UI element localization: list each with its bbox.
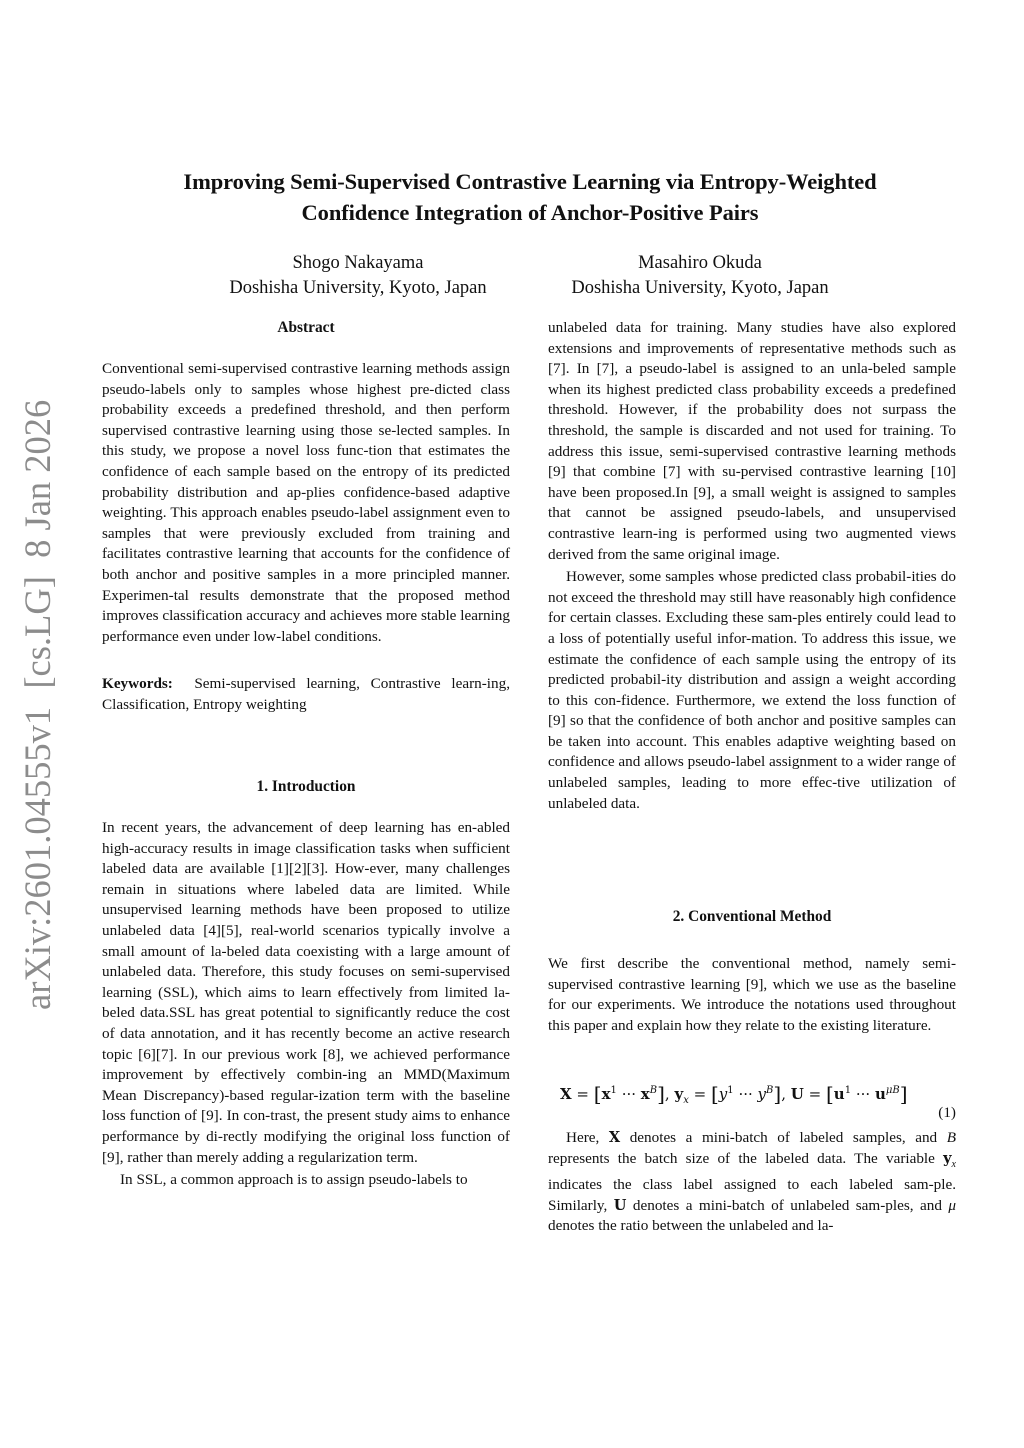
conventional-paragraph-1: We first describe the conventional method, namely semi-supervised contrastive learning [9], which we use as the baseline for our experiments. We introduce the notations used throughout this paper and explain how they relate to the existing literature. [548, 955, 956, 1034]
introduction-paragraph-2-cont: unlabeled data for training. Many studies have also explored extensions and improvements of representative methods such as [7]. In [7], a pseudo-label is assigned to an unla-beled sample when its highest predicted class probability exceeds a predefined threshold. However, if the probability does not surpass the threshold, the sample is discarded and not used for training. To address this issue, semi-supervised contrastive learning methods [9] that combine [7] with su-pervised contrastive learning [10] have been proposed.In [9], a small weight is assigned to samples that cannot be assigned pseudo-labels, and unsupervised contrastive learn-ing is performed using two augmented views derived from the same original image. [548, 319, 956, 563]
introduction-body [102, 818, 510, 1191]
author-name: Shogo Nakayama [292, 253, 424, 273]
keywords-label: Keywords: [102, 675, 173, 692]
author-block-2 [532, 251, 868, 301]
author-affiliation: Doshisha University, Kyoto, Japan [571, 278, 829, 298]
equation-1 [548, 1080, 956, 1126]
introduction-continued [548, 318, 956, 814]
abstract-body [102, 359, 510, 647]
abstract-heading: Abstract [277, 319, 335, 336]
conventional-method-notation [548, 1128, 956, 1237]
conventional-method-heading: 2. Conventional Method [672, 908, 832, 925]
keywords-text: Semi-supervised learning, Contrastive learn-ing, Classification, Entropy weighting [102, 675, 510, 713]
keywords-block [102, 674, 510, 715]
abstract-text: Conventional semi-supervised contrastive learning methods assign pseudo-labels only to samples whose highest pre-dicted class probability exceeds a predefined threshold, and then perform supervised contrastive learning using those se-lected samples. In this study, we propose a novel loss func-tion that estimates the confidence of each sample based on the entropy of its predicted probability distribution and ap-plies confidence-based adaptive weighting. This approach enables pseudo-label assignment even to samples that were previously excluded from training and facilitates contrastive learning that accounts for the confidence of both anchor and positive samples in a more principled manner. Experimen-tal results demonstrate that the proposed method improves classification accuracy and achieves more stable learning performance even under low-label conditions. [102, 360, 510, 645]
author-name: Masahiro Okuda [638, 253, 762, 273]
conventional-method-body [548, 954, 956, 1036]
introduction-paragraph-2-start: In SSL, a common approach is to assign pseudo-labels to [120, 1171, 468, 1189]
equation-1-body: $X = [x^1$ ··· $x^B$], $y_x = [y^1$ ··· $y^B$], $U = [u^1$ ··· $u^{\mu B}$] [560, 1082, 908, 1106]
author-block-1 [190, 251, 526, 301]
author-affiliation: Doshisha University, Kyoto, Japan [229, 278, 487, 298]
paper-title-line-1: Improving Semi-Supervised Contrastive Learning via Entropy-Weighted [183, 169, 877, 194]
equation-1-number: (1) [938, 1104, 956, 1121]
paper-title-line-2: Confidence Integration of Anchor-Positive Pairs [301, 200, 759, 225]
conventional-paragraph-2: Here, X denotes a mini-batch of labeled samples, and B represents the batch size of the labeled data. The variable $y_x$ indicates the class label assigned to each labeled sam-ple. Similarly, U denotes a mini-batch of unlabeled sam-ples, and μ denotes the ratio between the unlabeled and la- [548, 1129, 957, 1235]
introduction-paragraph-1: In recent years, the advancement of deep learning has en-abled high-accuracy results in image classification tasks when sufficient labeled data are available [1][2][3]. How-ever, many challenges remain in situations where labeled data are limited. While unsupervised learning methods have been proposed to utilize unlabeled data [4][5], real-world scenarios typically involve a small amount of la-beled data coexisting with a large amount of unlabeled data. Therefore, this study focuses on semi-supervised learning (SSL), which aims to learn effectively from limited la-beled data.SSL has great potential to significantly reduce the cost of data annotation, and it has recently become an active research topic [6][7]. In our previous work [8], we achieved performance improvement by effectively combin-ing an MMD(Maximum Mean Discrepancy)-based regular-ization term with the baseline loss function of [9]. In con-trast, the present study aims to enhance performance by di-rectly modifying the original loss function of [9], rather than merely adding a regularization term. [102, 819, 510, 1166]
arxiv-identifier-stamp: arXiv:2601.04555v1 [cs.LG] 8 Jan 2026 [17, 399, 58, 1010]
introduction-paragraph-3: However, some samples whose predicted class probabil-ities do not exceed the threshold may still have reasonably high confidence for certain classes. Excluding these sam-ples entirely could lead to a loss of potentially useful infor-mation. To address this issue, we estimate the confidence of each sample using the entropy of its predicted probabil-ity distribution and assign a weight according to this con-fidence. Furthermore, we extend the loss function of [9] so that the confidence of both anchor and positive samples can be taken into account. This enables adaptive weighting based on confidence and allows pseudo-label assignment to a wider range of unlabeled samples, leading to more effec-tive utilization of unlabeled data. [548, 568, 956, 812]
introduction-heading: 1. Introduction [256, 778, 356, 795]
paper-title [100, 166, 960, 228]
